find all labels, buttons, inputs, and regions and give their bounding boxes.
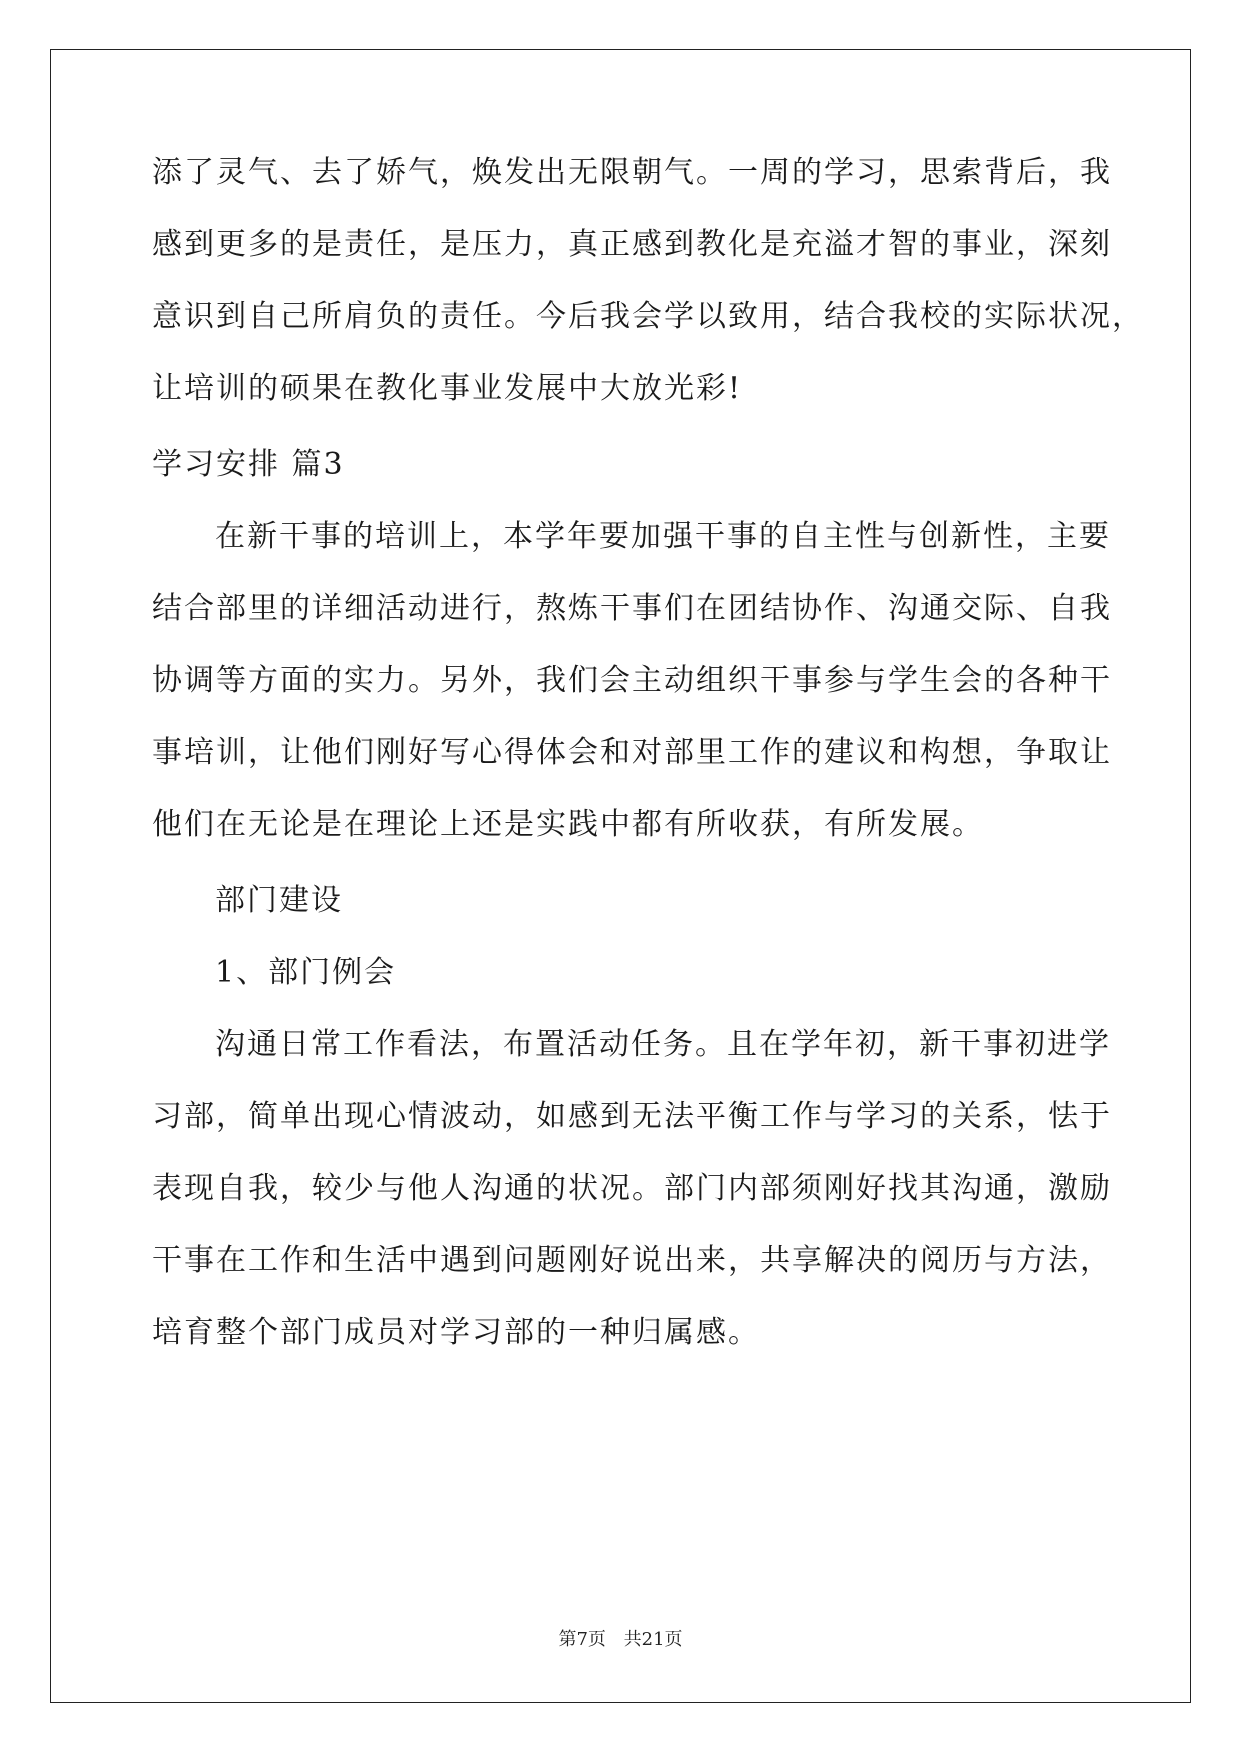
paragraph-3-line-3: 表现自我，较少与他人沟通的状况。部门内部须刚好找其沟通，激励: [152, 1171, 1112, 1206]
section-heading: 学习安排 篇3: [152, 447, 345, 482]
paragraph-3-line-1: 沟通日常工作看法，布置活动任务。且在学年初，新干事初进学: [215, 1027, 1111, 1062]
paragraph-1-line-3: 意识到自己所肩负的责任。今后我会学以致用，结合我校的实际状况，: [152, 299, 1144, 334]
paragraph-3-line-4: 干事在工作和生活中遇到问题刚好说出来，共享解决的阅历与方法，: [152, 1243, 1112, 1278]
paragraph-2-line-2: 结合部里的详细活动进行，熬炼干事们在团结协作、沟通交际、自我: [152, 591, 1112, 626]
paragraph-1-line-1: 添了灵气、去了娇气，焕发出无限朝气。一周的学习，思索背后，我: [152, 155, 1112, 190]
paragraph-3-line-5: 培育整个部门成员对学习部的一种归属感。: [152, 1315, 760, 1350]
paragraph-2-line-1: 在新干事的培训上，本学年要加强干事的自主性与创新性，主要: [215, 519, 1111, 554]
paragraph-1-line-2: 感到更多的是责任，是压力，真正感到教化是充溢才智的事业，深刻: [152, 227, 1112, 262]
paragraph-2-line-4: 事培训，让他们刚好写心得体会和对部里工作的建议和构想，争取让: [152, 735, 1112, 770]
paragraph-1-line-4: 让培训的硕果在教化事业发展中大放光彩!: [152, 371, 743, 406]
paragraph-2-line-5: 他们在无论是在理论上还是实践中都有所收获，有所发展。: [152, 807, 984, 842]
subheading-department-building: 部门建设: [215, 883, 343, 918]
total-pages: 共21页: [623, 1629, 683, 1650]
paragraph-3-line-2: 习部，简单出现心情波动，如感到无法平衡工作与学习的关系，怯于: [152, 1099, 1112, 1134]
paragraph-2-line-3: 协调等方面的实力。另外，我们会主动组织干事参与学生会的各种干: [152, 663, 1112, 698]
subheading-department-meeting: 1、部门例会: [215, 955, 397, 990]
page-number: 第7页: [558, 1629, 606, 1650]
page-footer: [0, 1628, 1241, 1652]
